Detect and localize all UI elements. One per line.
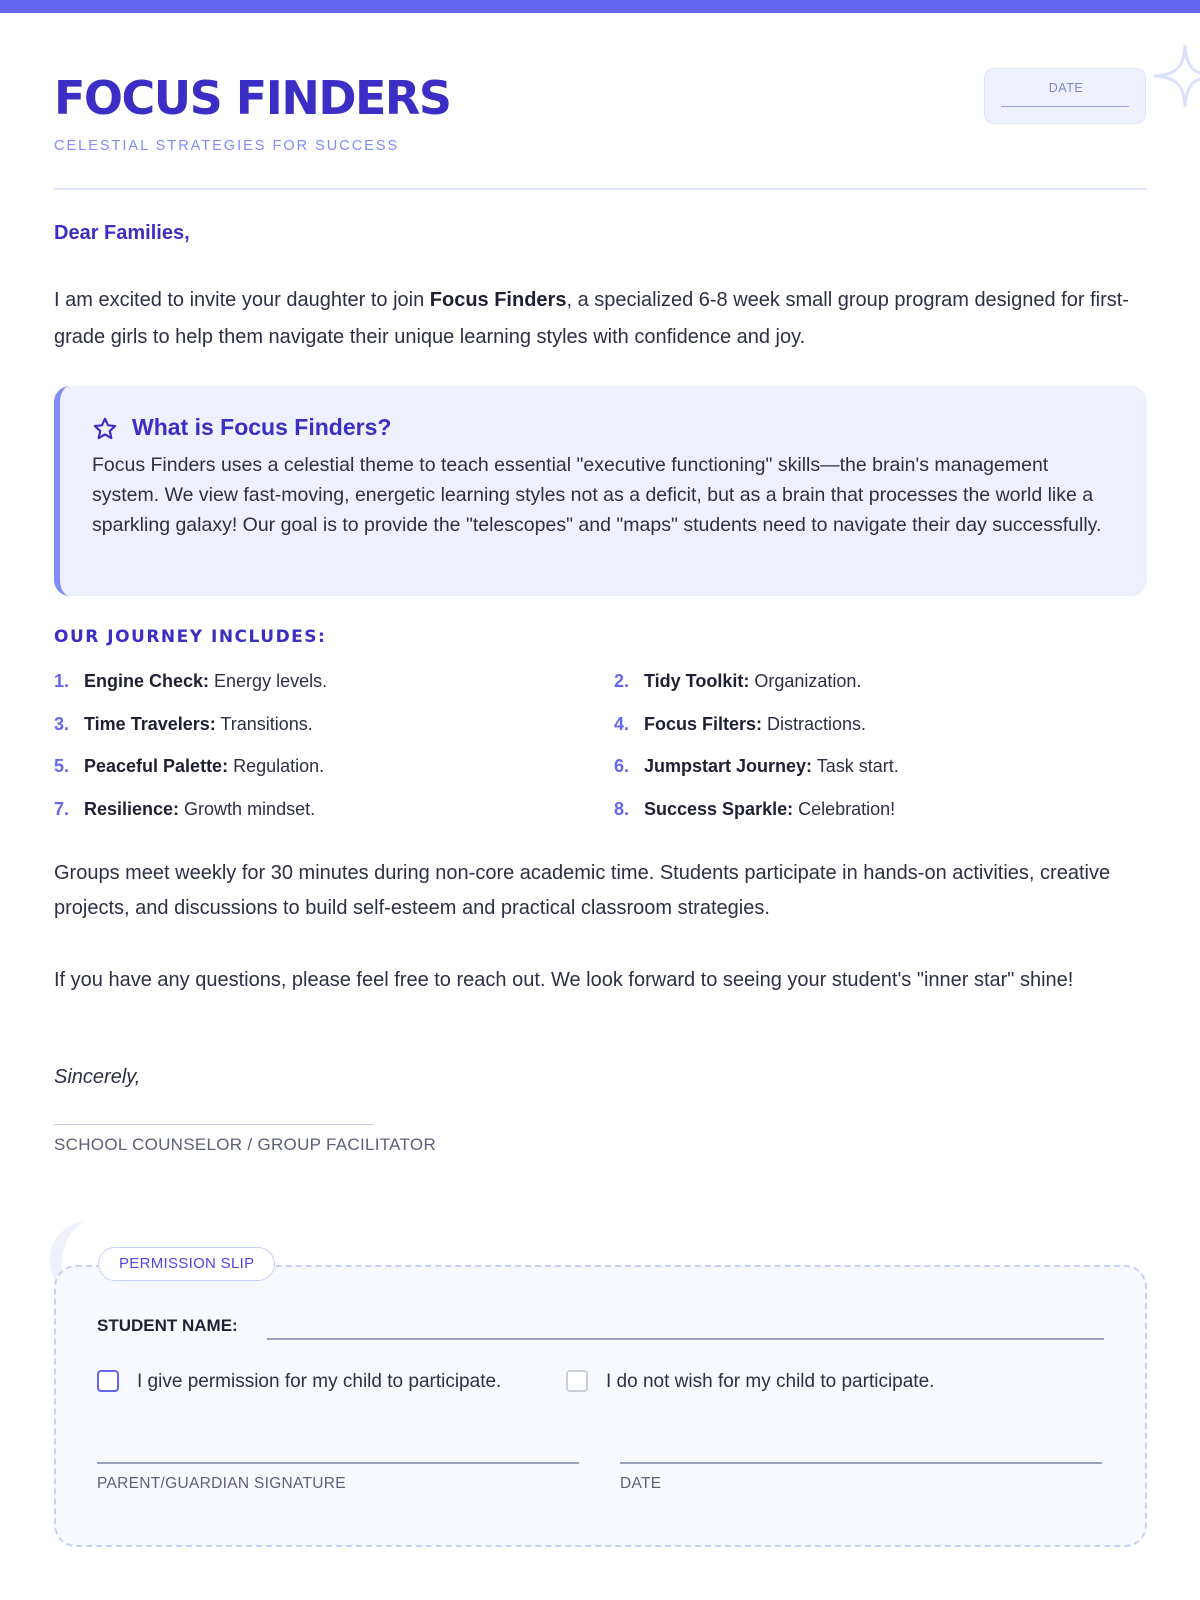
slip-date-field[interactable] (620, 1462, 1102, 1464)
counselor-title: SCHOOL COUNSELOR / GROUP FACILITATOR (54, 1135, 437, 1154)
journey-item-name: Resilience: (84, 799, 180, 819)
intro-text-end: , a specialized 6-8 week small group program designed for first-grade girls to help them navigate their unique learning styles with confidence and joy. (54, 289, 1129, 348)
journey-item-desc: Transitions. (215, 714, 313, 734)
top-accent-bar (0, 0, 1200, 13)
sparkle-icon (1149, 40, 1200, 120)
page-subtitle: CELESTIAL STRATEGIES FOR SUCCESS (54, 138, 400, 154)
program-name: Focus Finders (429, 289, 567, 311)
journey-item (54, 799, 315, 820)
journey-item-name: Success Sparkle: (644, 799, 794, 819)
journey-item-number: 4. (614, 714, 630, 734)
journey-item (614, 756, 899, 777)
header-divider (54, 188, 1147, 190)
intro-text-start: I am excited to invite your daughter to join (54, 289, 430, 311)
schedule-paragraph: Groups meet weekly for 30 minutes during non-core academic time. Students participate in hands-on activities, creative projects, and discussions to build self-esteem and practical classroom strategies. (54, 862, 1111, 919)
journey-item-name: Focus Filters: (644, 714, 763, 734)
date-field[interactable] (984, 68, 1146, 124)
journey-item-name: Peaceful Palette: (84, 756, 229, 776)
questions-paragraph: If you have any questions, please feel free to reach out. We look forward to seeing your student's "inner star" shine! (54, 969, 1074, 991)
journey-item-desc: Celebration! (793, 799, 896, 819)
greeting: Dear Families, (54, 222, 190, 244)
student-name-label: STUDENT NAME: (97, 1316, 238, 1335)
permission-no-checkbox[interactable] (566, 1370, 588, 1392)
slip-date-label: DATE (620, 1475, 662, 1492)
guardian-signature-field[interactable] (97, 1462, 579, 1464)
date-line (1001, 106, 1129, 107)
journey-item-number: 7. (54, 799, 70, 819)
closing: Sincerely, (54, 1066, 141, 1088)
permission-yes-checkbox[interactable] (97, 1370, 119, 1392)
journey-item-desc: Growth mindset. (179, 799, 316, 819)
journey-item-number: 3. (54, 714, 70, 734)
journey-item-number: 6. (614, 756, 630, 776)
info-callout (54, 386, 1147, 596)
star-icon (92, 416, 118, 442)
journey-item (54, 756, 324, 777)
callout-title: What is Focus Finders? (132, 414, 392, 440)
permission-no-label[interactable]: I do not wish for my child to participate. (606, 1371, 935, 1392)
journey-item-number: 2. (614, 671, 630, 691)
permission-slip (54, 1265, 1147, 1547)
callout-body: Focus Finders uses a celestial theme to teach essential "executive functioning" skills—the brain's management system. We view fast-moving, energetic learning styles not as a deficit, but as a brain that processes the world like a sparkling galaxy! Our goal is to provide the "telescopes" and "maps" students need to navigate their day successfully. (92, 454, 1102, 536)
journey-item-number: 8. (614, 799, 630, 819)
journey-item (614, 671, 861, 692)
journey-item-number: 1. (54, 671, 70, 691)
permission-yes-label[interactable]: I give permission for my child to participate. (137, 1371, 502, 1392)
journey-item-name: Tidy Toolkit: (644, 671, 750, 691)
counselor-signature-line (54, 1124, 374, 1125)
journey-heading: OUR JOURNEY INCLUDES: (54, 627, 327, 647)
journey-item-name: Engine Check: (84, 671, 210, 691)
journey-item-desc: Regulation. (228, 756, 325, 776)
journey-item (614, 714, 866, 735)
journey-item-desc: Distractions. (762, 714, 867, 734)
journey-item-desc: Task start. (812, 756, 899, 776)
journey-item-desc: Organization. (749, 671, 862, 691)
journey-item-name: Time Travelers: (84, 714, 216, 734)
guardian-signature-label: PARENT/GUARDIAN SIGNATURE (97, 1475, 346, 1492)
permission-slip-badge: PERMISSION SLIP (98, 1247, 275, 1281)
journey-item (54, 671, 327, 692)
journey-item (54, 714, 313, 735)
student-name-field[interactable] (267, 1338, 1104, 1340)
journey-item (614, 799, 895, 820)
journey-item-number: 5. (54, 756, 70, 776)
date-label: DATE (1048, 81, 1084, 95)
journey-item-desc: Energy levels. (209, 671, 328, 691)
intro-paragraph (54, 282, 1147, 356)
page-title: FOCUS FINDERS (54, 71, 451, 125)
journey-item-name: Jumpstart Journey: (644, 756, 813, 776)
